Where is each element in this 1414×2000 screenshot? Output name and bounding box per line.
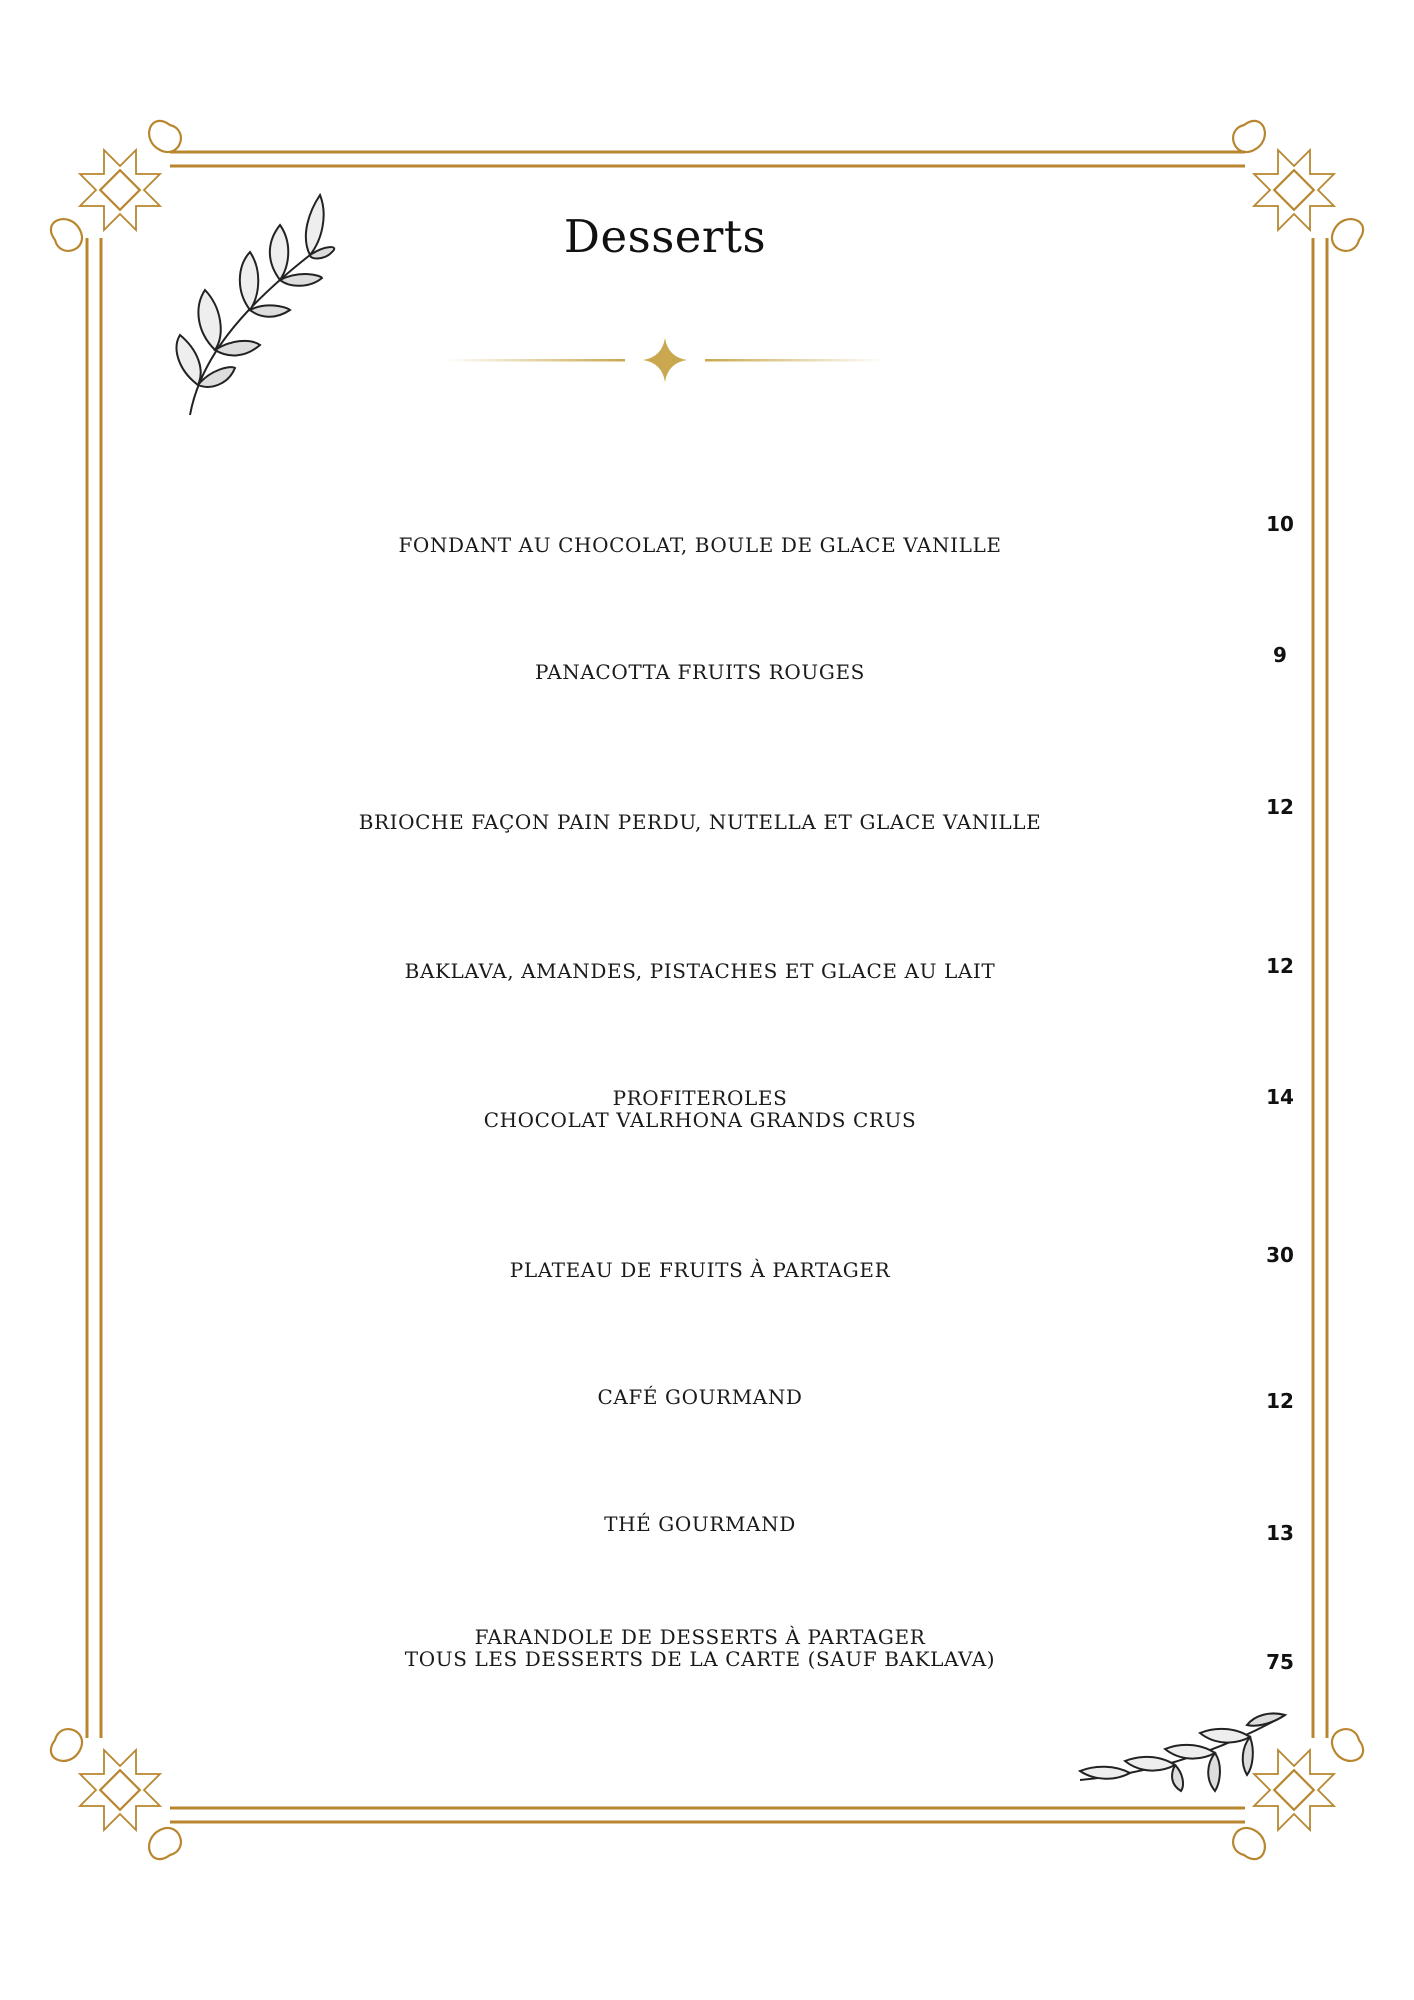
dessert-description: CHOCOLAT VALRHONA GRANDS CRUS [483,1108,917,1132]
star-divider-icon [440,335,890,385]
price: 30 [1266,1243,1294,1267]
dessert-name: PANACOTTA FRUITS ROUGES [535,660,865,684]
page-title: Desserts [563,210,767,263]
price: 14 [1266,1085,1294,1109]
price: 12 [1266,795,1294,819]
price: 12 [1266,954,1294,978]
dessert-name: THÉ GOURMAND [604,1512,796,1536]
leaf-sprig-icon [1075,1705,1295,1795]
dessert-name: FARANDOLE DE DESSERTS À PARTAGER [474,1625,926,1649]
list-item [250,1087,1150,1131]
price: 75 [1266,1650,1294,1674]
price: 10 [1266,512,1294,536]
price: 12 [1266,1389,1294,1413]
dessert-name: CAFÉ GOURMAND [597,1385,803,1409]
dessert-name: PROFITEROLES [612,1086,788,1110]
price: 13 [1266,1521,1294,1545]
list-item [250,1626,1150,1670]
list-item [250,1513,1150,1535]
list-item [250,960,1150,982]
list-item [250,1386,1150,1408]
list-item [250,1259,1150,1281]
dessert-name: BAKLAVA, AMANDES, PISTACHES ET GLACE AU LAIT [404,959,996,983]
dessert-name: BRIOCHE FAÇON PAIN PERDU, NUTELLA ET GLACE VANILLE [358,810,1042,834]
dessert-name: FONDANT AU CHOCOLAT, BOULE DE GLACE VANILLE [398,533,1002,557]
dessert-description: TOUS LES DESSERTS DE LA CARTE (SAUF BAKLAVA) [404,1647,996,1671]
list-item [250,661,1150,683]
list-item [250,534,1150,556]
price: 9 [1273,643,1287,667]
dessert-name: PLATEAU DE FRUITS À PARTAGER [509,1258,891,1282]
list-item [250,811,1150,833]
